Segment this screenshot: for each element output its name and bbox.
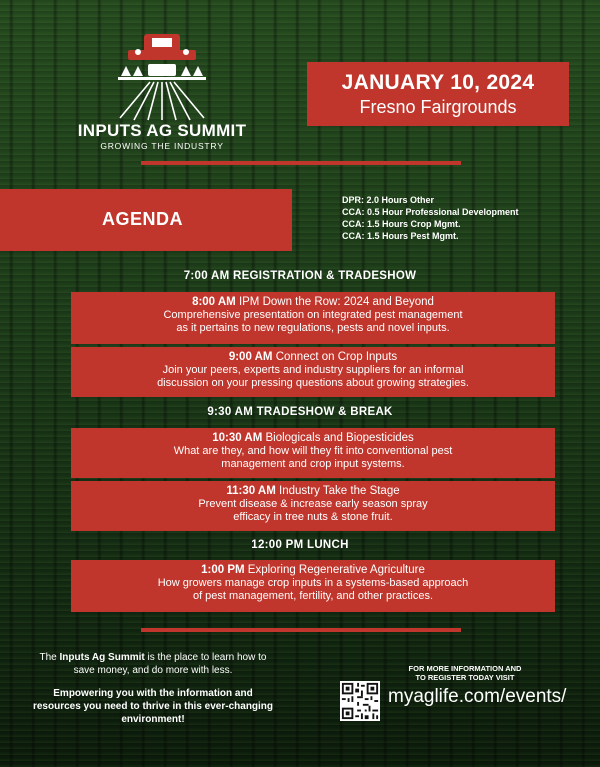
intro-prefix: The <box>39 652 57 663</box>
event-venue: Fresno Fairgrounds <box>359 97 517 117</box>
footer-tagline: Empowering you with the information and resources you need to thrive in this ever-changing environment! <box>32 688 274 725</box>
session-title: Connect on Crop Inputs <box>275 351 398 363</box>
session-description: How growers manage crop inputs in a systems-based approach <box>157 577 469 589</box>
agenda-title: AGENDA <box>102 209 184 229</box>
session-description: What are they, and how will they fit into conventional pest <box>173 445 453 457</box>
session-block <box>71 560 555 612</box>
intro-text: is the place to learn how to save money, and do more with less. <box>73 652 267 676</box>
session-description: Comprehensive presentation on integrated pest management <box>163 309 463 321</box>
session-block <box>71 347 555 397</box>
tractor-field-icon <box>114 30 210 122</box>
logo-title: INPUTS AG SUMMIT <box>77 121 247 140</box>
credit-line: CCA: 1.5 Hours Crop Mgmt. <box>342 219 461 229</box>
agenda-banner <box>0 189 292 251</box>
session-title: IPM Down the Row: 2024 and Beyond <box>238 296 434 308</box>
session-title: Industry Take the Stage <box>279 485 400 497</box>
session-block <box>71 292 555 344</box>
session-block <box>71 428 555 478</box>
session-time: 8:00 AM <box>192 296 236 308</box>
logo-tagline: GROWING THE INDUSTRY <box>100 141 224 151</box>
session-title: Biologicals and Biopesticides <box>265 432 414 444</box>
credit-line: CCA: 1.5 Hours Pest Mgmt. <box>342 231 459 241</box>
date-banner <box>307 62 569 126</box>
session-time: 1:00 PM <box>201 564 245 576</box>
more-info-line: FOR MORE INFORMATION AND <box>408 664 522 673</box>
credit-line: DPR: 2.0 Hours Other <box>342 195 435 205</box>
event-date: JANUARY 10, 2024 <box>341 71 535 94</box>
qr-code-pattern <box>340 681 380 721</box>
divider-top <box>141 161 461 165</box>
session-time: 9:00 AM <box>228 351 273 363</box>
session-block <box>71 481 555 531</box>
intro-brand: Inputs Ag Summit <box>59 652 145 663</box>
lunch-heading: 12:00 PM LUNCH <box>251 539 349 551</box>
session-time: 10:30 AM <box>212 432 263 444</box>
qr-code-icon[interactable] <box>340 681 380 721</box>
register-link[interactable]: myaglife.com/events/ <box>388 686 567 707</box>
summit-logo <box>62 30 262 158</box>
more-info-label <box>375 664 555 682</box>
footer-blurb <box>28 651 278 726</box>
break-heading: 9:30 AM TRADESHOW & BREAK <box>207 406 393 418</box>
session-description: Join your peers, experts and industry suppliers for an informal <box>162 364 464 376</box>
session-description: as it pertains to new regulations, pests and novel inputs. <box>176 322 450 334</box>
divider-bottom <box>141 628 461 632</box>
session-description: discussion on your pressing questions about growing strategies. <box>157 377 469 389</box>
session-time: 11:30 AM <box>226 485 276 497</box>
session-description: of pest management, fertility, and other practices. <box>192 590 434 602</box>
session-description: management and crop input systems. <box>221 458 405 470</box>
more-info-line: TO REGISTER TODAY VISIT <box>415 673 515 682</box>
session-description: efficacy in tree nuts & stone fruit. <box>233 511 393 523</box>
session-title: Exploring Regenerative Agriculture <box>247 564 425 576</box>
credit-line: CCA: 0.5 Hour Professional Development <box>342 207 519 217</box>
registration-heading: 7:00 AM REGISTRATION & TRADESHOW <box>183 270 417 282</box>
session-description: Prevent disease & increase early season spray <box>198 498 428 510</box>
credit-hours <box>342 194 582 242</box>
